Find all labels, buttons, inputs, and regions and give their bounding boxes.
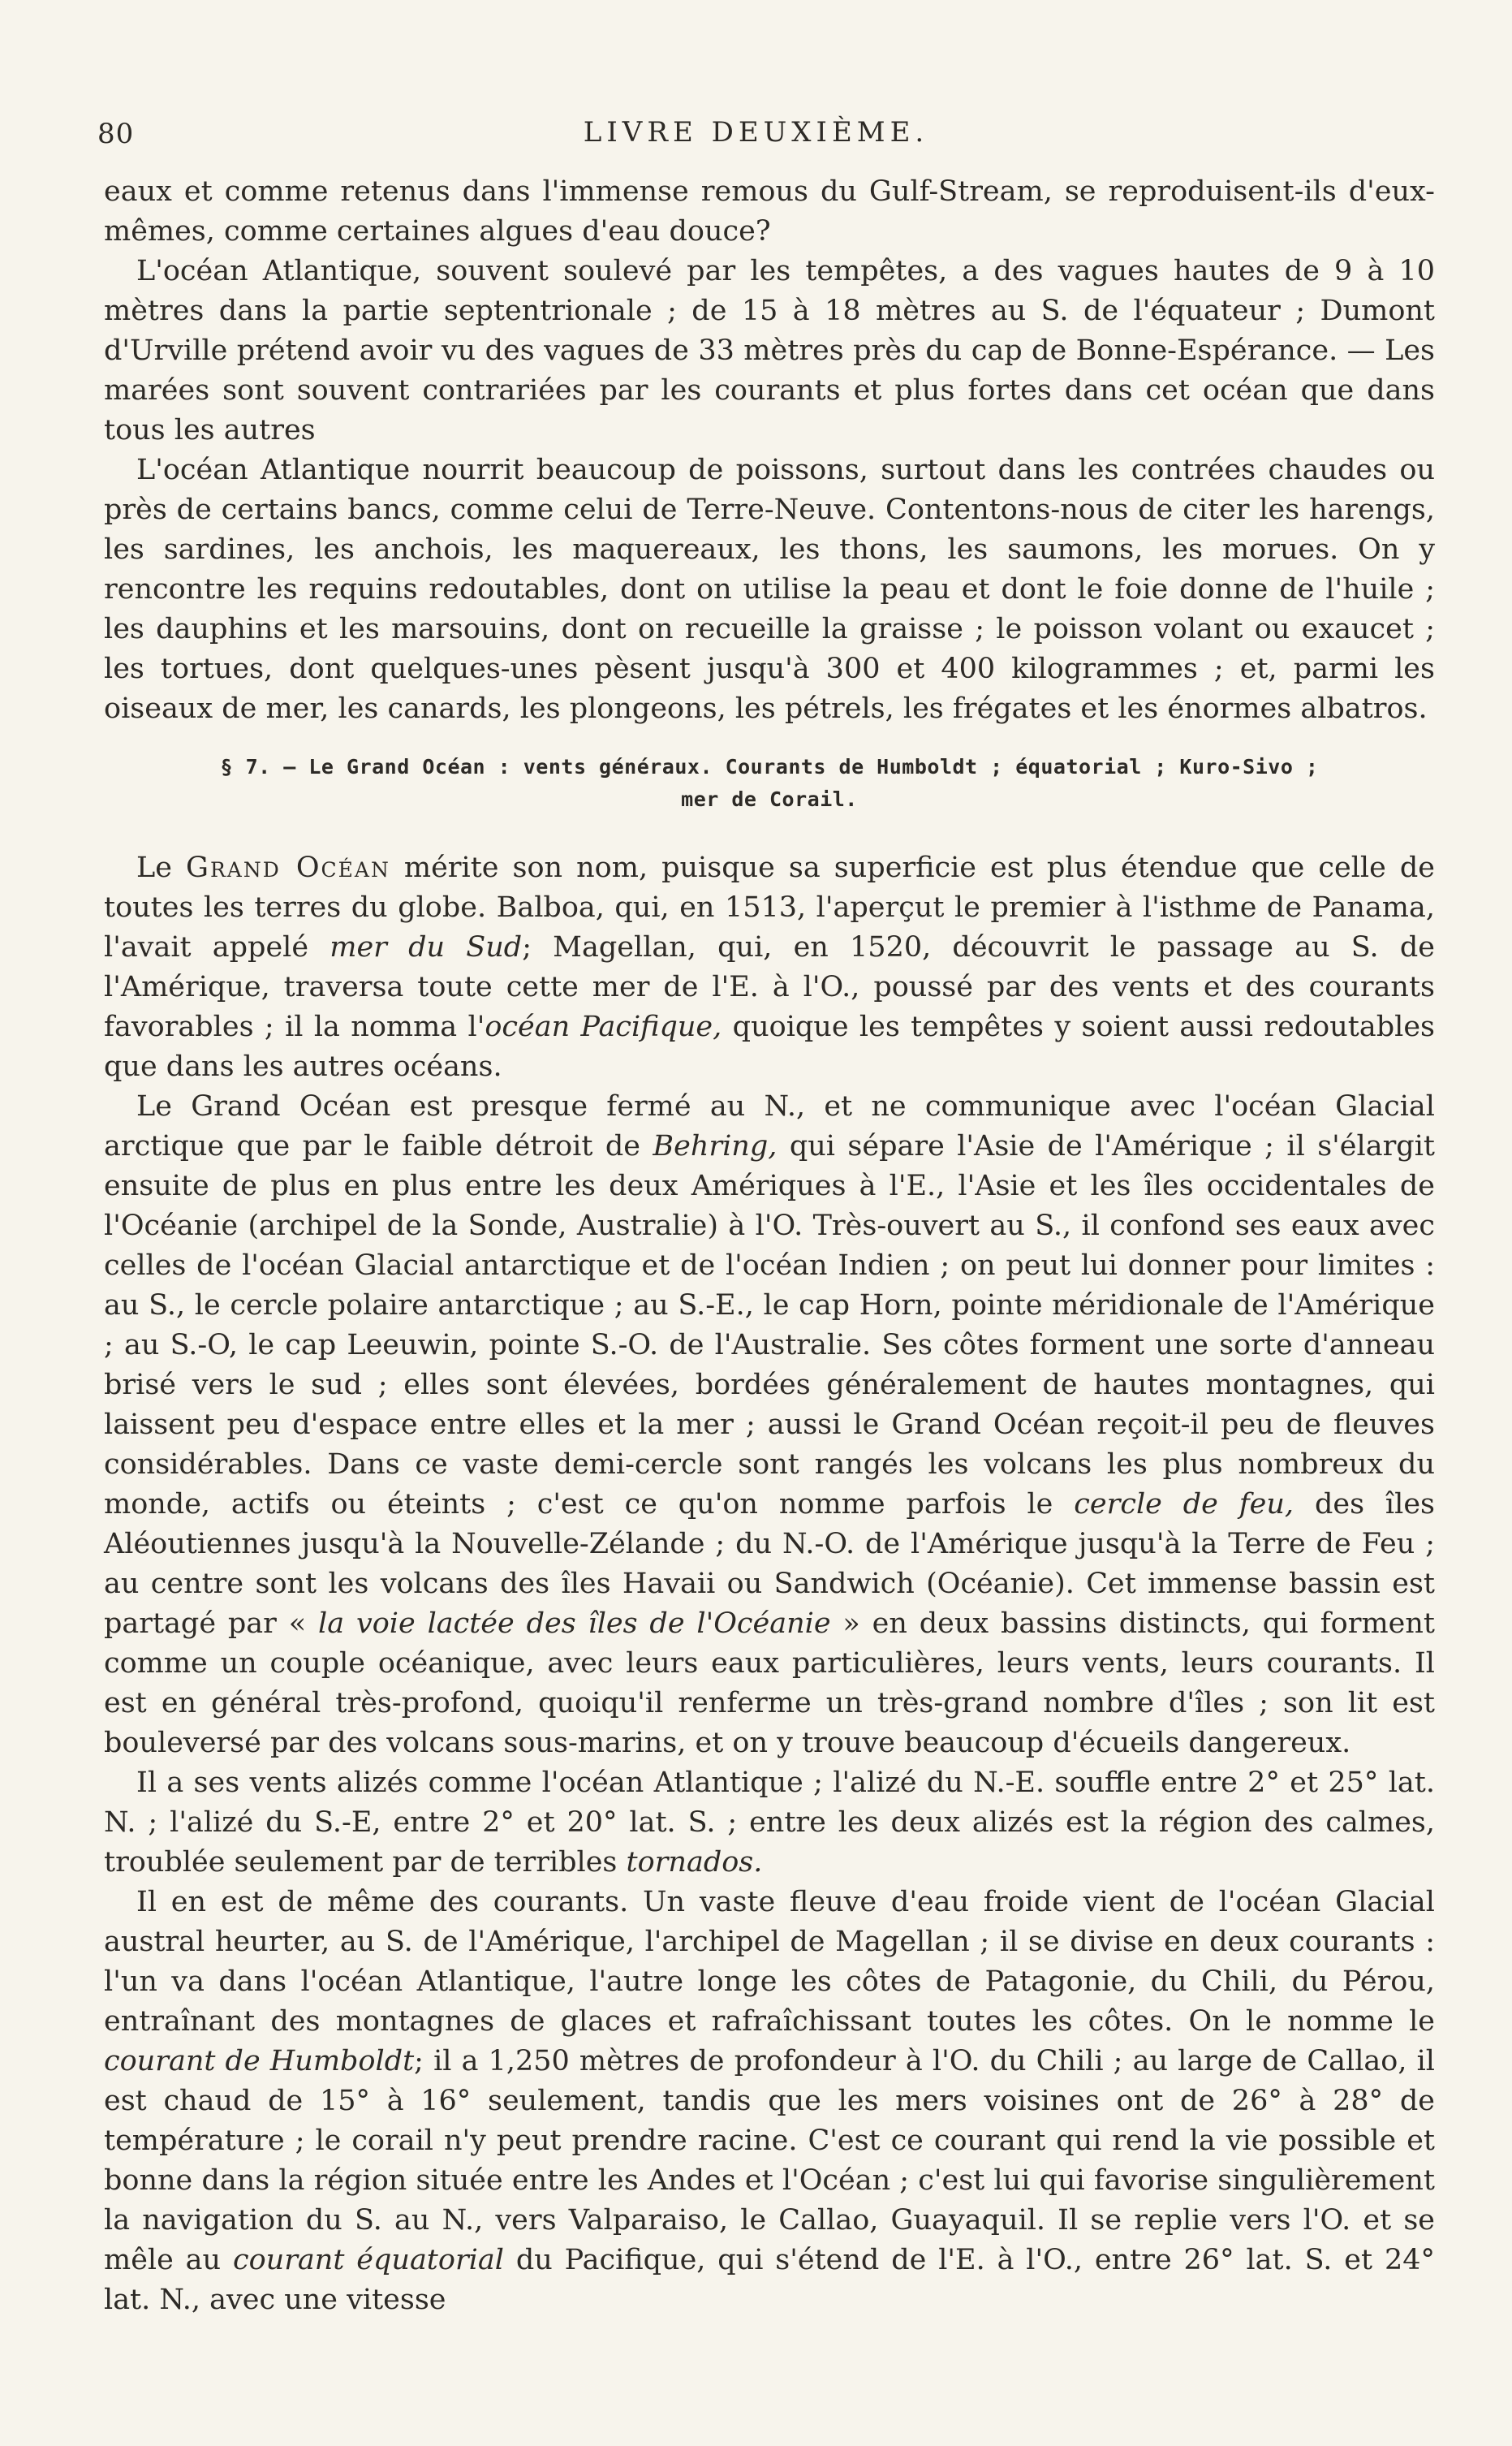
text-run: des îles Aléoutiennes jusqu'à la Nouvelle-Zélande ; du N.-O. de l'Amérique jusqu'à la Terre de Feu ; au centre sont les volcans des îles Havaii ou Sandwich (Océanie). Cet immense bassin est partagé par « (104, 1488, 1435, 1640)
running-title: LIVRE DEUXIÈME. (583, 116, 929, 149)
paragraph: eaux et comme retenus dans l'immense remous du Gulf-Stream, se reproduisent-ils d'eux-mêmes, comme certaines algues d'eau douce? (104, 175, 1435, 248)
paragraph (104, 1763, 1435, 1883)
text-run: mérite son nom, puisque sa superficie est plus étendue que celle de toutes les terres du globe. Balboa, qui, en 1513, l'aperçut le premier à l'isthme de Panama, l'avait appelé (104, 852, 1435, 964)
text-run: ; Magellan, qui, en 1520, découvrit le passage au S. de l'Amérique, traversa toute cette mer de l'E. à l'O., poussé par des vents et des courants favorables ; il la nomma l' (104, 931, 1435, 1043)
italic-term: la voie lactée des îles de l'Océanie (318, 1607, 831, 1640)
text-block-grand-ocean (104, 848, 1435, 2320)
section-heading (104, 751, 1435, 816)
text-run: qui sépare l'Asie de l'Amérique ; il s'élargit ensuite de plus en plus entre les deux Amériques à l'E., l'Asie et les îles occidentales de l'Océanie (archipel de la Sonde, Australie) à l'O. Très-ouvert au S., il confond ses eaux avec celles de l'océan Glacial antarctique et de l'océan Indien ; on peut lui donner pour limites : au S., le cercle polaire antarctique ; au S.-E., le cap Horn, pointe méridionale de l'Amérique ; au S.-O, le cap Leeuwin, pointe S.-O. de l'Australie. Ses côtes forment une sorte d'anneau brisé vers le sud ; elles sont élevées, bordées généralement de hautes montagnes, qui laissent peu d'espace entre elles et la mer ; aussi le Grand Océan reçoit-il peu de fleuves considérables. Dans ce vaste demi-cercle sont rangés les volcans les plus nombreux du monde, actifs ou éteints ; c'est ce qu'on nomme parfois le (104, 1130, 1435, 1521)
text-run: quoique les tempêtes y soient aussi redoutables que dans les autres océans. (104, 1011, 1435, 1083)
italic-term: courant équatorial (232, 2244, 504, 2276)
text-run: du Pacifique, qui s'étend de l'E. à l'O., entre 26° lat. S. et 24° lat. N., avec une vitesse (104, 2244, 1435, 2316)
text-run: ; il a 1,250 mètres de profondeur à l'O. du Chili ; au large de Callao, il est chaud de 15° à 16° seulement, tandis que les mers voisines ont de 26° à 28° de température ; le corail n'y peut prendre racine. C'est ce courant qui rend la vie possible et bonne dans la région située entre les Andes et l'Océan ; c'est lui qui favorise singulièrement la navigation du S. au N., vers Valparaiso, le Callao, Guayaquil. Il se replie vers l'O. et se mêle au (104, 2045, 1435, 2276)
paragraph (104, 848, 1435, 1087)
section-heading-line-1: § 7. — Le Grand Océan : vents généraux. Courants de Humboldt ; équatorial ; Kuro-Sivo ; (220, 755, 1319, 779)
italic-term: mer du Sud (330, 931, 523, 964)
text-run: » en deux bassins distincts, qui forment comme un couple océanique, avec leurs eaux particulières, leurs vents, leurs courants. Il est en général très-profond, quoiqu'il renferme un très-grand nombre d'îles ; son lit est bouleversé par des volcans sous-marins, et on y trouve beaucoup d'écueils dangereux. (104, 1607, 1435, 1759)
italic-term: cercle de feu, (1074, 1488, 1294, 1521)
section-heading-line-2: mer de Corail. (681, 787, 858, 811)
paragraph (104, 1087, 1435, 1763)
text-block-atlantic (104, 172, 1435, 729)
text-run: Le Grand Océan est presque fermé au N., et ne communique avec l'océan Glacial arctique que par le faible détroit de (104, 1090, 1435, 1163)
text-run: Il en est de même des courants. Un vaste fleuve d'eau froide vient de l'océan Glacial austral heurter, au S. de l'Amérique, l'archipel de Magellan ; il se divise en deux courants : l'un va dans l'océan Atlantique, l'autre longe les côtes de Patagonie, du Chili, du Pérou, entraînant des montagnes de glaces et rafraîchissant toutes les côtes. On le nomme le (104, 1886, 1435, 2038)
italic-term: océan Pacifique, (485, 1011, 722, 1043)
paragraph: L'océan Atlantique nourrit beaucoup de poissons, surtout dans les contrées chaudes ou près de certains bancs, comme celui de Terre-Neuve. Contentons-nous de citer les harengs, les sardines, les anchois, les maquereaux, les thons, les saumons, les morues. On y rencontre les requins redoutables, dont on utilise la peau et dont le foie donne de l'huile ; les dauphins et les marsouins, dont on recueille la graisse ; le poisson volant ou exaucet ; les tortues, dont quelques-unes pèsent jusqu'à 300 et 400 kilogrammes ; et, parmi les oiseaux de mer, les canards, les plongeons, les pétrels, les frégates et les énormes albatros. (104, 454, 1435, 725)
paragraph (104, 1883, 1435, 2320)
italic-term: courant de Humboldt (104, 2045, 415, 2077)
lead-word: Le (136, 852, 172, 884)
italic-term: Behring, (653, 1130, 778, 1163)
smallcaps-term: Grand Océan (186, 852, 390, 884)
paragraph: L'océan Atlantique, souvent soulevé par les tempêtes, a des vagues hautes de 9 à 10 mètres dans la partie septentrionale ; de 15 à 18 mètres au S. de l'équateur ; Dumont d'Urville prétend avoir vu des vagues de 33 mètres près du cap de Bonne-Espérance. — Les marées sont souvent contrariées par les courants et plus fortes dans cet océan que dans tous les autres (104, 255, 1435, 446)
text-run: Il a ses vents alizés comme l'océan Atlantique ; l'alizé du N.-E. souffle entre 2° et 25° lat. N. ; l'alizé du S.-E, entre 2° et 20° lat. S. ; entre les deux alizés est la région des calmes, troublée seulement par de terribles (104, 1767, 1435, 1879)
italic-term: tornados. (626, 1846, 763, 1879)
page-number: 80 (97, 118, 135, 150)
